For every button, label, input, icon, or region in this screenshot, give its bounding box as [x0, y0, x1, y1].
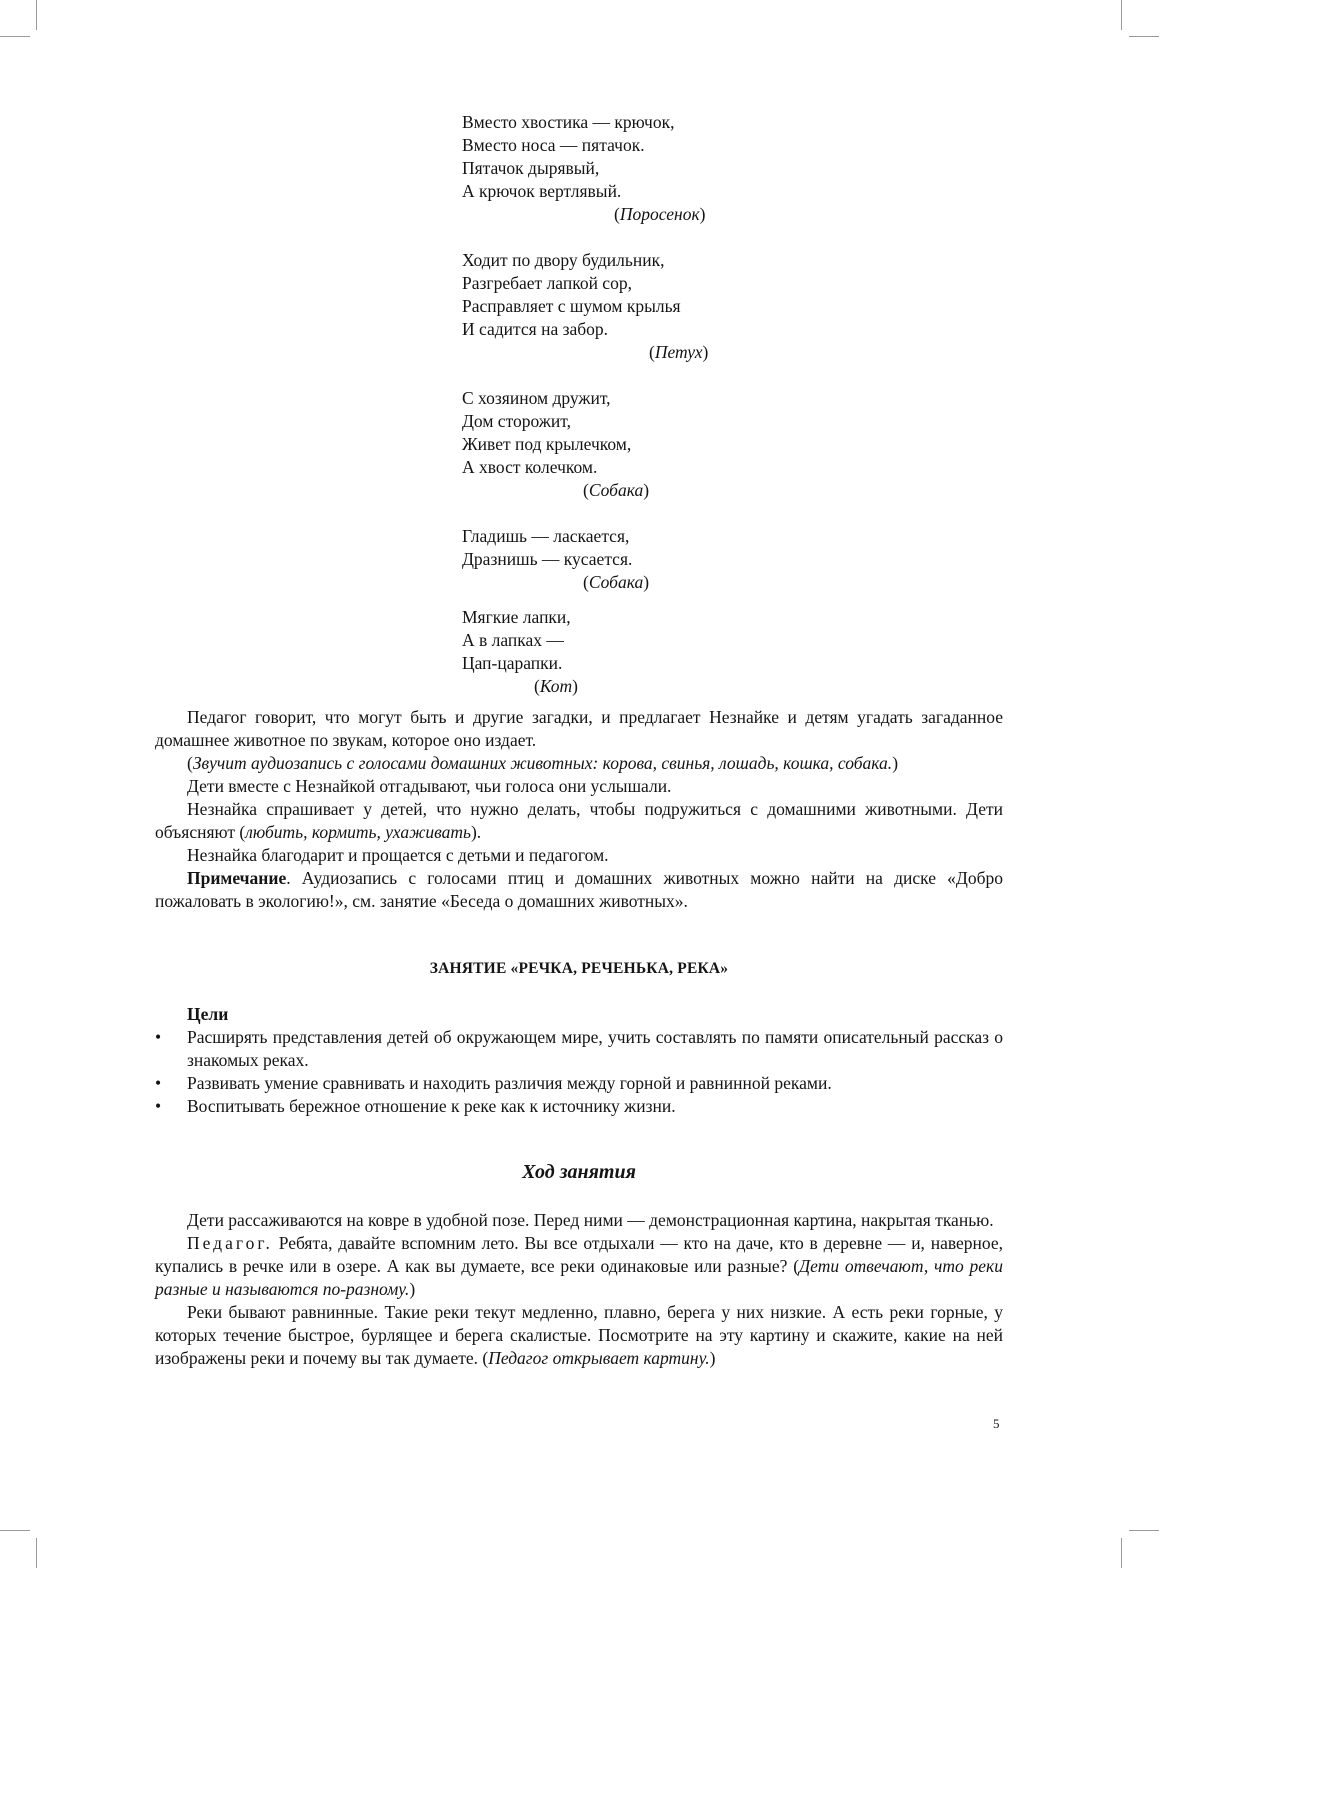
riddle-stanza [462, 525, 782, 594]
riddle-answer: (Поросенок) [614, 204, 706, 224]
course-title: Ход занятия [522, 1161, 636, 1183]
riddle-stanza [462, 249, 782, 364]
riddle-line: Мягкие лапки, [462, 607, 571, 627]
riddle-line: Пятачок дырявый, [462, 158, 600, 178]
body-section-1 [155, 706, 1003, 913]
riddle-answer: (Собака) [583, 572, 650, 592]
crop-mark [0, 1530, 30, 1531]
riddle-line: Живет под крылечком, [462, 434, 632, 454]
riddle-line: Цап-царапки. [462, 653, 563, 673]
riddle-line: И садится на забор. [462, 319, 609, 339]
paragraph: Дети вместе с Незнайкой отгадывают, чьи голоса они услышали. [187, 776, 672, 796]
goal-item: • Расширять представления детей об окружающем мире, учить составлять по памяти описательный рассказ о знакомых реках. [155, 1027, 1003, 1070]
riddle-line: Дом сторожит, [462, 411, 571, 431]
crop-mark [36, 0, 37, 30]
riddle-line: С хозяином дружит, [462, 388, 611, 408]
crop-mark [1129, 1530, 1159, 1531]
dialogue-paragraph: Педагог. Ребята, давайте вспомним лето. Вы все отдыхали — кто на даче, кто в деревне — и, наверное, купались в речке или в озере. А как вы думаете, все реки одинаковые или разные? (Дети отвечают, что реки разные и называются по-разному.) [155, 1233, 1003, 1299]
paragraph: Незнайка благодарит и прощается с детьми и педагогом. [187, 845, 609, 865]
goal-item: • Развивать умение сравнивать и находить различия между горной и равнинной реками. [155, 1073, 832, 1093]
riddle-answer: (Петух) [649, 342, 709, 362]
riddle-answer: (Собака) [583, 480, 650, 500]
crop-mark [1121, 0, 1122, 30]
riddle-stanza [462, 111, 782, 226]
riddles-block [462, 111, 782, 698]
riddle-line: Вместо носа — пятачок. [462, 135, 645, 155]
riddle-line: Вместо хвостика — крючок, [462, 112, 675, 132]
riddle-line: А хвост колечком. [462, 457, 598, 477]
riddle-line: Расправляет с шумом крылья [462, 296, 681, 316]
page-number: 5 [993, 1416, 1000, 1431]
riddle-line: А крючок вертлявый. [462, 181, 622, 201]
note-label: Примечание [187, 868, 287, 888]
bullet-icon: • [155, 1073, 162, 1093]
crop-mark [0, 36, 30, 37]
paragraph: Педагог говорит, что могут быть и другие загадки, и предлагает Незнайке и детям угадать загаданное домашнее животное по звукам, которое оно издает. [155, 707, 1003, 750]
riddle-line: Дразнишь — кусается. [462, 549, 633, 569]
crop-mark [1121, 1538, 1122, 1568]
riddle-line: А в лапках — [462, 630, 564, 650]
lesson-title: ЗАНЯТИЕ «РЕЧКА, РЕЧЕНЬКА, РЕКА» [429, 960, 729, 977]
speaker-label: Педагог. [187, 1233, 273, 1253]
goals-section [155, 1003, 1003, 1118]
paragraph: Незнайка спрашивает у детей, что нужно делать, чтобы подружиться с домашними животными. Дети объясняют (любить, кормить, ухаживать). [155, 799, 1003, 842]
paragraph: Реки бывают равнинные. Такие реки текут медленно, плавно, берега у них низкие. А есть реки горные, у которых течение быстрое, бурлящее и берега скалистые. Посмотрите на эту картину и скажите, какие на ней изображены реки и почему вы так думаете. (Педагог открывает картину.) [155, 1302, 1003, 1368]
riddle-line: Гладишь — ласкается, [462, 526, 630, 546]
note-paragraph: Примечание. Аудиозапись с голосами птиц и домашних животных можно найти на диске «Добро пожаловать в экологию!», см. занятие «Беседа о домашних животных». [155, 868, 1003, 911]
riddle-stanza [462, 606, 782, 698]
paragraph: Дети рассаживаются на ковре в удобной позе. Перед ними — демонстрационная картина, накрытая тканью. [187, 1210, 994, 1230]
paragraph: (Звучит аудиозапись с голосами домашних животных: корова, свинья, лошадь, кошка, собака.) [187, 753, 899, 773]
riddle-answer: (Кот) [534, 676, 578, 696]
riddle-line: Ходит по двору будильник, [462, 250, 665, 270]
goals-title: Цели [187, 1004, 229, 1024]
bullet-icon: • [155, 1027, 162, 1047]
goal-item: • Воспитывать бережное отношение к реке как к источнику жизни. [155, 1096, 676, 1116]
body-section-2 [155, 1209, 1003, 1370]
crop-mark [36, 1538, 37, 1568]
crop-mark [1129, 36, 1159, 37]
riddle-line: Разгребает лапкой сор, [462, 273, 632, 293]
bullet-icon: • [155, 1096, 162, 1116]
riddle-stanza [462, 387, 782, 502]
